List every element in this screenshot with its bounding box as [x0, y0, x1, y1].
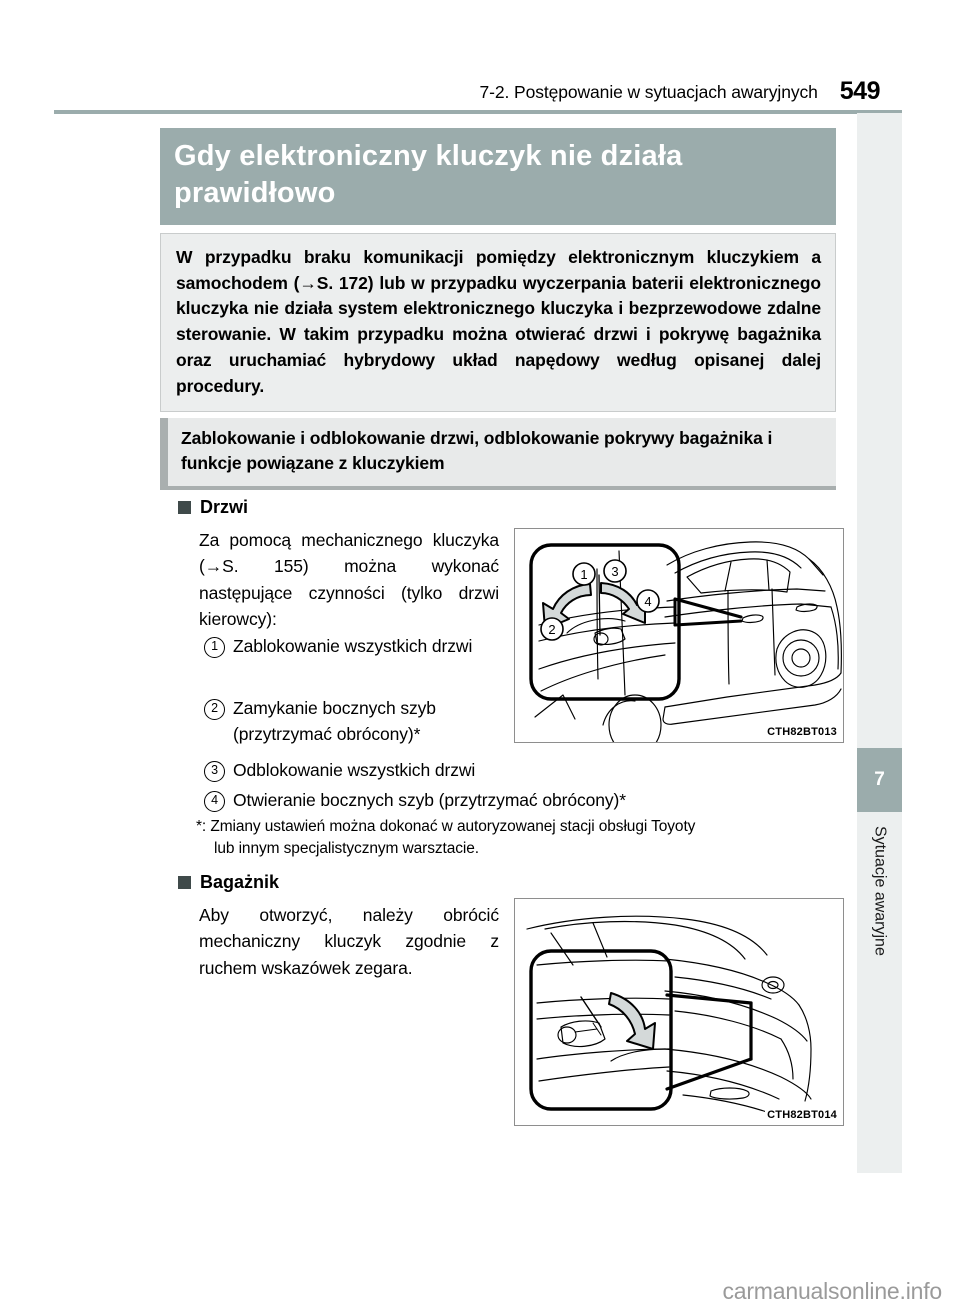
list-item-text: Zamykanie bocznych szyb (przytrzymać obrócony)* [233, 698, 436, 745]
sidebar-chapter-label [857, 820, 902, 1080]
list-item-text: Zablokowanie wszystkich drzwi [233, 636, 473, 656]
figure-trunk-lock-illustration [515, 899, 844, 1126]
figure-callout-3: 3 [611, 564, 619, 579]
list-item-text: Odblokowanie wszystkich drzwi [233, 760, 476, 780]
footnote-line-2: lub innym specjalistycznym warsztacie. [214, 840, 479, 858]
block-heading-doors [178, 497, 248, 518]
circled-number-icon: 4 [204, 791, 225, 812]
list-item [204, 787, 844, 813]
circled-number-icon: 1 [204, 637, 225, 658]
figure-code: CTH82BT014 [767, 1109, 837, 1121]
list-item [204, 695, 504, 748]
circled-number-icon: 3 [204, 761, 225, 782]
figure-callout-4: 4 [644, 594, 652, 609]
trunk-paragraph: Aby otworzyć, należy obrócić mechaniczny kluczyk zgodnie z ruchem wskazówek zegara. [199, 905, 499, 978]
figure-callout-2: 2 [548, 622, 556, 637]
list-item [204, 757, 844, 783]
list-item [204, 633, 504, 659]
figure-callout-1: 1 [580, 567, 588, 582]
header-rule [54, 110, 902, 114]
circled-number-icon: 2 [204, 699, 225, 720]
sidebar-chapter-label-text: Sytuacje awaryjne [871, 826, 889, 956]
figure-code: CTH82BT013 [767, 726, 837, 738]
doors-paragraph: Za pomocą mechanicznego kluczyka (→S. 155) można wykonać następujące czynności (tylko drzwi kierowcy): [199, 530, 499, 629]
intro-callout-box [160, 233, 836, 412]
figure-door-lock-illustration [515, 529, 844, 743]
page-header [0, 70, 902, 104]
section-heading-band [160, 418, 836, 490]
doors-footnote [196, 816, 841, 861]
square-bullet-icon [178, 876, 191, 889]
square-bullet-icon [178, 501, 191, 514]
intro-text: W przypadku braku komunikacji pomiędzy elektronicznym kluczykiem a samochodem (→S. 172) lub w przypadku wyczerpania baterii elektronicznego kluczyka nie działa system elektronicznego kluczyka i bezprzewodowe zdalne sterowanie. W takim przypadku można otwierać drzwi i pokrywę bagażnika oraz uruchamiać hybrydowy układ napędowy według opisanej dalej procedury. [176, 247, 821, 396]
figure-door-lock [514, 528, 844, 743]
page-title: Gdy elektroniczny kluczyk nie działa prawidłowo [160, 128, 836, 225]
block-heading-trunk [178, 872, 279, 893]
site-watermark: carmanualsonline.info [722, 1278, 942, 1304]
header-page-number: 549 [839, 77, 880, 105]
header-section-label: 7-2. Postępowanie w sytuacjach awaryjnych [479, 82, 818, 102]
footnote-line-1: *: Zmiany ustawień można dokonać w autoryzowanej stacji obsługi Toyoty [196, 818, 696, 835]
sidebar-chapter-number: 7 [857, 748, 902, 812]
figure-trunk-lock [514, 898, 844, 1126]
list-item-text: Otwieranie bocznych szyb (przytrzymać obrócony)* [233, 790, 626, 810]
block-heading-trunk-label: Bagażnik [200, 872, 280, 892]
block-heading-doors-label: Drzwi [200, 497, 249, 517]
section-heading-text: Zablokowanie i odblokowanie drzwi, odblokowanie pokrywy bagażnika i funkcje powiązane z kluczykiem [181, 428, 773, 474]
